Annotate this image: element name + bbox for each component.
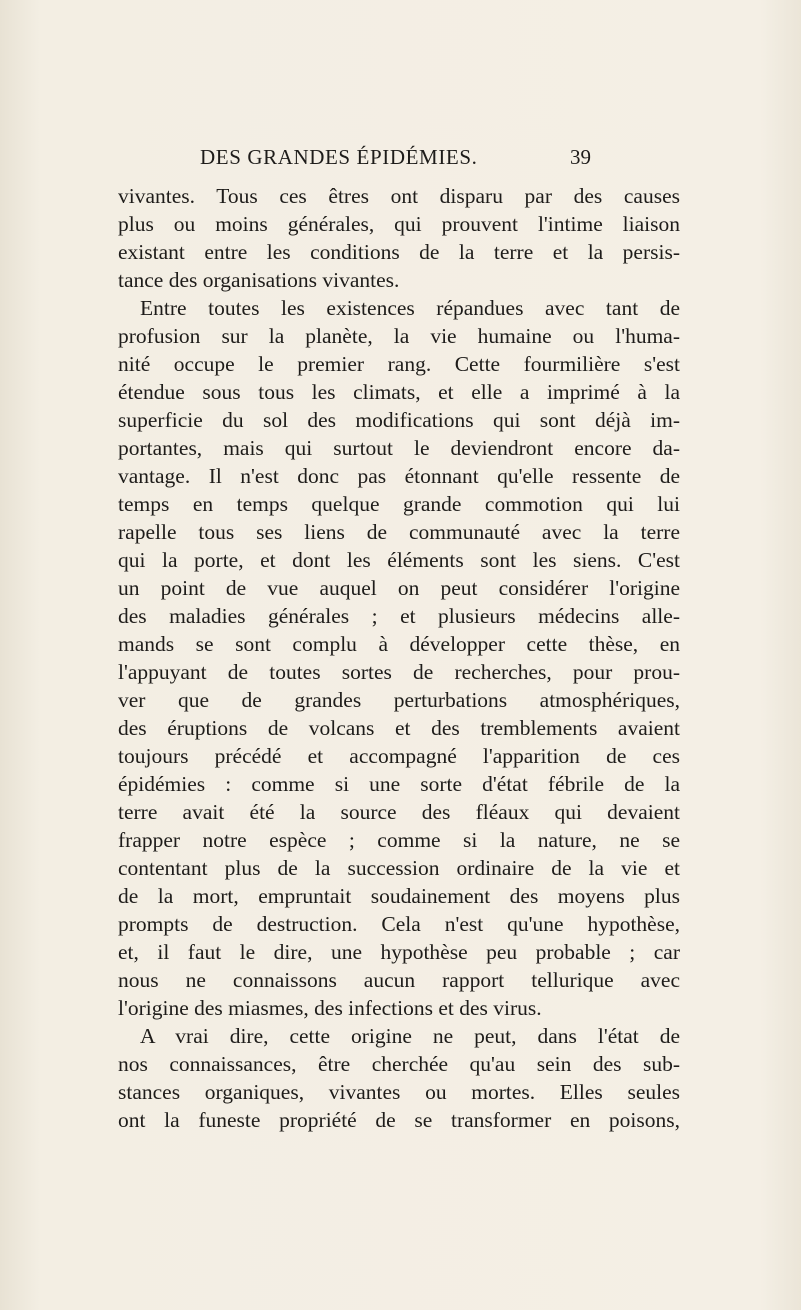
text-line: des maladies générales ; et plusieurs médecins alle- (118, 604, 680, 628)
text-line: plus ou moins générales, qui prouvent l'intime liaison (118, 212, 680, 236)
text-line: épidémies : comme si une sorte d'état fébrile de la (118, 772, 680, 796)
text-line: vantage. Il n'est donc pas étonnant qu'elle ressente de (118, 464, 680, 488)
text-line: qui la porte, et dont les éléments sont les siens. C'est (118, 548, 680, 572)
text-line: nité occupe le premier rang. Cette fourmilière s'est (118, 352, 680, 376)
text-line: étendue sous tous les climats, et elle a imprimé à la (118, 380, 680, 404)
text-line: tance des organisations vivantes. (118, 268, 400, 292)
text-line: nous ne connaissons aucun rapport tellurique avec (118, 968, 680, 992)
text-line: un point de vue auquel on peut considérer l'origine (118, 576, 680, 600)
text-line: nos connaissances, être cherchée qu'au sein des sub- (118, 1052, 680, 1076)
page-number: 39 (570, 145, 591, 169)
text-line: contentant plus de la succession ordinaire de la vie et (118, 856, 680, 880)
text-line: prompts de destruction. Cela n'est qu'une hypothèse, (118, 912, 680, 936)
text-line: l'origine des miasmes, des infections et des virus. (118, 996, 542, 1020)
running-head (200, 145, 600, 173)
text-line: temps en temps quelque grande commotion qui lui (118, 492, 680, 516)
text-line: rapelle tous ses liens de communauté avec la terre (118, 520, 680, 544)
text-line: terre avait été la source des fléaux qui devaient (118, 800, 680, 824)
text-line: superficie du sol des modifications qui sont déjà im- (118, 408, 680, 432)
text-line: vivantes. Tous ces êtres ont disparu par des causes (118, 184, 680, 208)
text-line: ver que de grandes perturbations atmosphériques, (118, 688, 680, 712)
text-line: des éruptions de volcans et des tremblements avaient (118, 716, 680, 740)
text-line: profusion sur la planète, la vie humaine ou l'huma- (118, 324, 680, 348)
text-line: stances organiques, vivantes ou mortes. Elles seules (118, 1080, 680, 1104)
text-line: et, il faut le dire, une hypothèse peu probable ; car (118, 940, 680, 964)
text-line: A vrai dire, cette origine ne peut, dans l'état de (140, 1024, 680, 1048)
text-line: l'appuyant de toutes sortes de recherches, pour prou- (118, 660, 680, 684)
text-line: Entre toutes les existences répandues avec tant de (140, 296, 680, 320)
text-line: mands se sont complu à développer cette thèse, en (118, 632, 680, 656)
text-line: de la mort, empruntait soudainement des moyens plus (118, 884, 680, 908)
text-line: frapper notre espèce ; comme si la nature, ne se (118, 828, 680, 852)
body-text (118, 182, 680, 1134)
running-title: DES GRANDES ÉPIDÉMIES. (200, 145, 478, 169)
text-line: ont la funeste propriété de se transformer en poisons, (118, 1108, 680, 1132)
text-line: portantes, mais qui surtout le deviendront encore da- (118, 436, 680, 460)
text-line: toujours précédé et accompagné l'apparition de ces (118, 744, 680, 768)
text-line: existant entre les conditions de la terre et la persis- (118, 240, 680, 264)
